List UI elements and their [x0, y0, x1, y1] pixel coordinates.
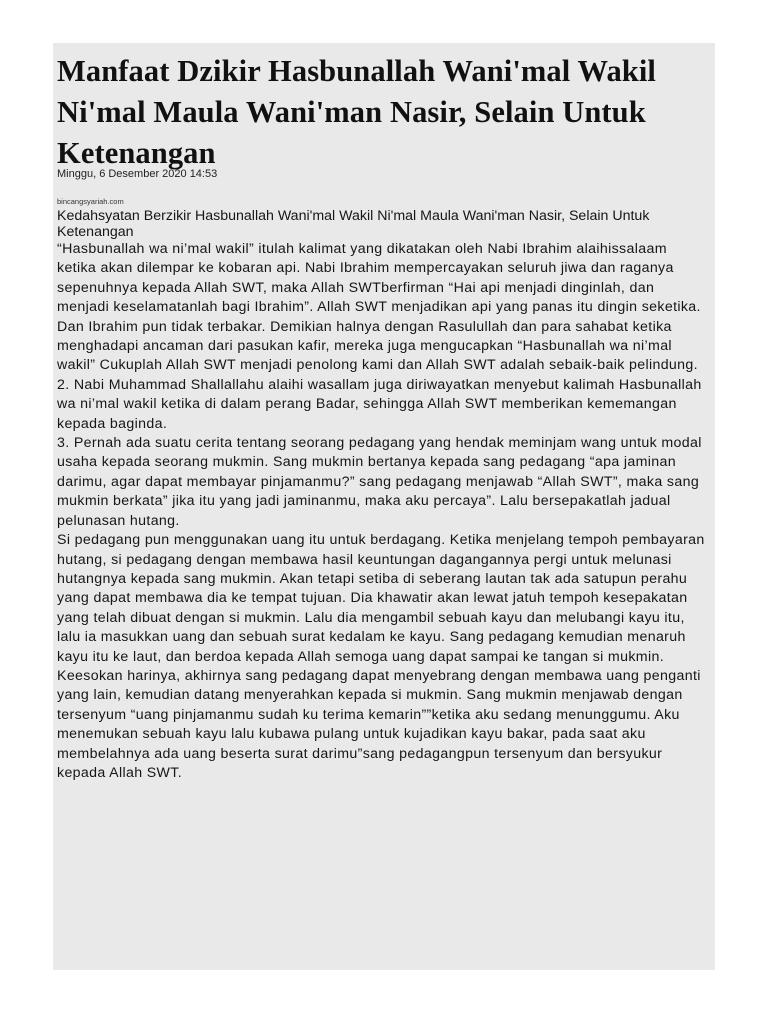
article-body	[57, 240, 709, 783]
article-source: bincangsyariah.com	[57, 197, 124, 206]
article-date: Minggu, 6 Desember 2020 14:53	[57, 168, 218, 180]
article-paragraph: Keesokan harinya, akhirnya sang pedagang dapat menyebrang dengan membawa uang penganti yang lain, kemudian datang menyerahkan kepada si mukmin. Sang mukmin menjawab dengan tersenyum “uang pinjamanmu sudah ku terima kemarin””ketika aku sedang menunggumu. Aku menemukan sebuah kayu lalu kubawa pulang untuk kujadikan kayu bakar, pada saat aku membelahnya ada uang beserta surat darimu”sang pedagangpun tersenyum dan bersyukur kepada Allah SWT.	[57, 667, 701, 781]
article-paragraph: “Hasbunallah wa ni’mal wakil” itulah kalimat yang dikatakan oleh Nabi Ibrahim alaihissalaam ketika akan dilempar ke kobaran api. Nabi Ibrahim mempercayakan seluruh jiwa dan raganya sepenuhnya kepada Allah SWT, maka Allah SWTberfirman “Hai api menjadi dinginlah, dan menjadi keselamatanlah bagi Ibrahim”. Allah SWT menjadikan api yang panas itu dingin seketika. Dan Ibrahim pun tidak terbakar. Demikian halnya dengan Rasulullah dan para sahabat ketika menghadapi ancaman dari pasukan kafir, mereka juga mengucapkan “Hasbunallah wa ni’mal wakil” Cukuplah Allah SWT menjadi penolong kami dan Allah SWT adalah sebaik-baik pelindung.	[57, 241, 701, 374]
article-paragraph: 2. Nabi Muhammad Shallallahu alaihi wasallam juga diriwayatkan menyebut kalimah Hasbunallah wa ni’mal wakil ketika di dalam perang Badar, sehingga Allah SWT memberikan kememangan kepada baginda.	[57, 376, 702, 432]
article-page	[53, 43, 715, 970]
article-paragraph: 3. Pernah ada suatu cerita tentang seorang pedagang yang hendak meminjam wang untuk modal usaha kepada seorang mukmin. Sang mukmin bertanya kepada sang pedagang “apa jaminan darimu, agar dapat membayar pinjamanmu?” sang pedagang menjawab “Allah SWT”, maka sang mukmin berkata” jika itu yang jadi jaminanmu, maka aku percaya”. Lalu bersepakatlah jadual pelunasan hutang.	[57, 435, 702, 529]
article-paragraph: Si pedagang pun menggunakan uang itu untuk berdagang. Ketika menjelang tempoh pembayaran hutang, si pedagang dengan membawa hasil keuntungan dagangannya pergi untuk melunasi hutangnya kepada sang mukmin. Akan tetapi setiba di seberang lautan tak ada satupun perahu yang dapat membawa dia ke tempat tujuan. Dia khawatir akan lewat jatuh tempoh kesepakatan yang telah dibuat dengan si mukmin. Lalu dia mengambil sebuah kayu dan melubangi kayu itu, lalu ia masukkan uang dan sebuah surat kedalam ke kayu. Sang pedagang kemudian menaruh kayu itu ke laut, dan berdoa kepada Allah semoga uang dapat sampai ke tangan si mukmin.	[57, 532, 705, 665]
article-subtitle: Kedahsyatan Berzikir Hasbunallah Wani'mal Wakil Ni'mal Maula Wani'man Nasir, Selain Untuk Ketenangan	[57, 208, 650, 240]
article-title: Manfaat Dzikir Hasbunallah Wani'mal Wakil Ni'mal Maula Wani'man Nasir, Selain Untuk Ketenangan	[57, 54, 656, 170]
